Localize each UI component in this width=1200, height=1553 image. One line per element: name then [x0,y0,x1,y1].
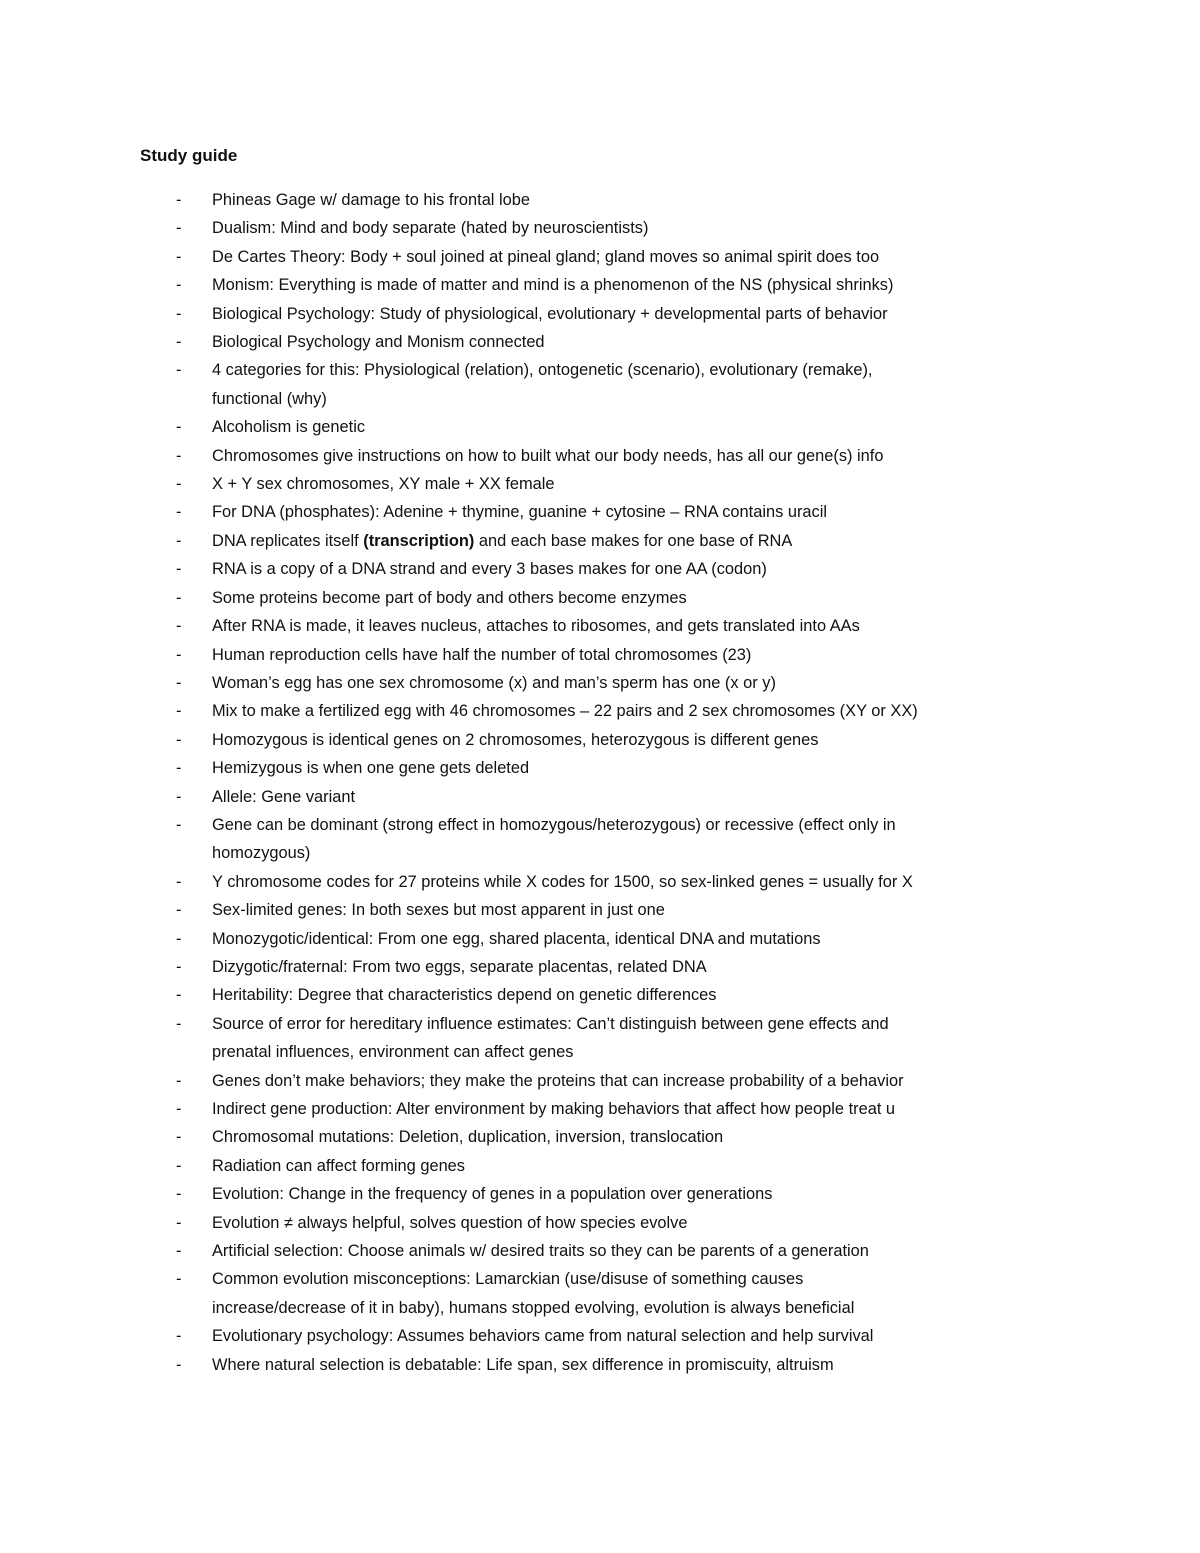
list-item [140,442,1070,470]
bullet-dash: - [176,588,182,607]
list-item [140,498,1070,526]
list-item [140,953,1070,981]
list-item [140,186,1070,214]
list-item-text: Monism: Everything is made of matter and mind is a phenomenon of the NS (physical shrinks) [212,276,894,295]
list-item [140,726,1070,754]
bullet-dash: - [176,787,182,806]
bullet-dash: - [176,531,182,550]
list-item-text: Dizygotic/fraternal: From two eggs, separate placentas, related DNA [212,957,707,976]
list-item-text: Common evolution misconceptions: Lamarckian (use/disuse of something causes [212,1270,804,1289]
list-item-text: After RNA is made, it leaves nucleus, attaches to ribosomes, and gets translated into AAs [212,617,860,636]
list-item-text: Monozygotic/identical: From one egg, shared placenta, identical DNA and mutations [212,929,821,948]
list-item-text: Sex-limited genes: In both sexes but most apparent in just one [212,901,665,920]
bullet-dash: - [176,901,182,920]
list-item [140,271,1070,299]
bullet-dash: - [176,361,182,380]
bullet-dash: - [176,1185,182,1204]
list-item [140,612,1070,640]
bold-term: (transcription) [363,531,475,550]
list-item-text: Evolution: Change in the frequency of genes in a population over generations [212,1185,773,1204]
list-item [140,754,1070,782]
list-item [140,1351,1070,1379]
list-item-text: For DNA (phosphates): Adenine + thymine, guanine + cytosine – RNA contains uracil [212,503,827,522]
list-item-text: increase/decrease of it in baby), humans stopped evolving, evolution is always beneficial [212,1298,855,1317]
list-item [140,1010,1070,1067]
list-item [140,896,1070,924]
list-item-text: functional (why) [212,389,327,408]
bullet-dash: - [176,276,182,295]
bullet-dash: - [176,1014,182,1033]
list-item [140,981,1070,1009]
bullet-dash: - [176,560,182,579]
list-item [140,1209,1070,1237]
list-item [140,356,1070,413]
bullet-dash: - [176,247,182,266]
bullet-dash: - [176,1071,182,1090]
list-item [140,811,1070,868]
bullet-dash: - [176,1156,182,1175]
bullet-dash: - [176,617,182,636]
list-item-text: Where natural selection is debatable: Life span, sex difference in promiscuity, altruism [212,1355,834,1374]
list-item-text: 4 categories for this: Physiological (relation), ontogenetic (scenario), evolutionary (remake), [212,361,873,380]
list-item-text: RNA is a copy of a DNA strand and every 3 bases makes for one AA (codon) [212,560,767,579]
bullet-dash: - [176,986,182,1005]
bullet-list [140,186,1070,1379]
bullet-dash: - [176,673,182,692]
bullet-dash: - [176,872,182,891]
list-item [140,1095,1070,1123]
list-item-text: Heritability: Degree that characteristics depend on genetic differences [212,986,717,1005]
bullet-dash: - [176,418,182,437]
list-item-text: Biological Psychology: Study of physiological, evolutionary + developmental parts of behavior [212,304,888,323]
list-item [140,1265,1070,1322]
bullet-dash: - [176,645,182,664]
list-item-text: Some proteins become part of body and others become enzymes [212,588,687,607]
list-item [140,641,1070,669]
list-item-text: Homozygous is identical genes on 2 chromosomes, heterozygous is different genes [212,730,819,749]
list-item-text: Chromosomal mutations: Deletion, duplication, inversion, translocation [212,1128,724,1147]
list-item [140,413,1070,441]
list-item-text: Genes don’t make behaviors; they make the proteins that can increase probability of a behavior [212,1071,904,1090]
bullet-dash: - [176,475,182,494]
bullet-dash: - [176,1128,182,1147]
list-item-text: Gene can be dominant (strong effect in homozygous/heterozygous) or recessive (effect only in [212,815,896,834]
bullet-dash: - [176,219,182,238]
list-item-text: Radiation can affect forming genes [212,1156,465,1175]
list-item-text: prenatal influences, environment can affect genes [212,1043,574,1062]
list-item [140,527,1070,555]
bullet-dash: - [176,815,182,834]
list-item-text: Phineas Gage w/ damage to his frontal lobe [212,191,530,209]
bullet-dash: - [176,1355,182,1374]
bullet-dash: - [176,503,182,522]
list-item [140,1152,1070,1180]
list-item [140,868,1070,896]
document-title: Study guide [140,146,238,165]
list-item-text: Mix to make a fertilized egg with 46 chromosomes – 22 pairs and 2 sex chromosomes (XY or XX) [212,702,918,721]
bullet-dash: - [176,1100,182,1118]
list-item-text: Source of error for hereditary influence estimates: Can’t distinguish between gene effects and [212,1014,889,1033]
bullet-dash: - [176,304,182,323]
list-item [140,584,1070,612]
list-item [140,470,1070,498]
list-item-text: homozygous) [212,844,311,863]
list-item-text: Human reproduction cells have half the number of total chromosomes (23) [212,645,752,664]
bullet-dash: - [176,1242,182,1261]
list-item [140,783,1070,811]
list-item [140,669,1070,697]
list-item [140,1123,1070,1151]
list-item [140,1180,1070,1208]
bullet-dash: - [176,446,182,465]
bullet-dash: - [176,1270,182,1289]
list-item-text: Evolution ≠ always helpful, solves question of how species evolve [212,1213,688,1232]
list-item-text: De Cartes Theory: Body + soul joined at pineal gland; gland moves so animal spirit does too [212,247,880,266]
list-item [140,300,1070,328]
list-item [140,1322,1070,1350]
list-item-text: Chromosomes give instructions on how to built what our body needs, has all our gene(s) info [212,446,884,465]
list-item-text: Biological Psychology and Monism connected [212,333,545,352]
list-item-text: Woman’s egg has one sex chromosome (x) and man’s sperm has one (x or y) [212,673,776,692]
bullet-dash: - [176,957,182,976]
list-item-text: X + Y sex chromosomes, XY male + XX female [212,475,555,494]
bullet-dash: - [176,730,182,749]
list-item-text: Hemizygous is when one gene gets deleted [212,759,530,778]
list-item-segment: DNA replicates itself [212,531,359,550]
list-item [140,243,1070,271]
list-item [140,925,1070,953]
bullet-dash: - [176,759,182,778]
list-item [140,214,1070,242]
list-item-text: Dualism: Mind and body separate (hated by neuroscientists) [212,219,649,238]
list-item [140,1067,1070,1095]
bullet-dash: - [176,1327,182,1346]
list-item-text: Allele: Gene variant [212,787,356,806]
list-item-segment: and each base makes for one base of RNA [478,531,793,550]
list-item-text: Evolutionary psychology: Assumes behaviors came from natural selection and help survival [212,1327,874,1346]
list-item [140,328,1070,356]
bullet-dash: - [176,929,182,948]
list-item-text [212,527,1070,555]
list-item [140,697,1070,725]
bullet-dash: - [176,702,182,721]
list-item-text: Alcoholism is genetic [212,418,366,437]
list-item-text: Y chromosome codes for 27 proteins while X codes for 1500, so sex-linked genes = usually for X [212,872,913,891]
list-item-text: Artificial selection: Choose animals w/ desired traits so they can be parents of a generation [212,1242,869,1261]
list-item [140,1237,1070,1265]
bullet-dash: - [176,333,182,352]
list-item-text: Indirect gene production: Alter environment by making behaviors that affect how people treat u [212,1100,896,1118]
bullet-dash: - [176,191,182,209]
bullet-dash: - [176,1213,182,1232]
list-item [140,555,1070,583]
